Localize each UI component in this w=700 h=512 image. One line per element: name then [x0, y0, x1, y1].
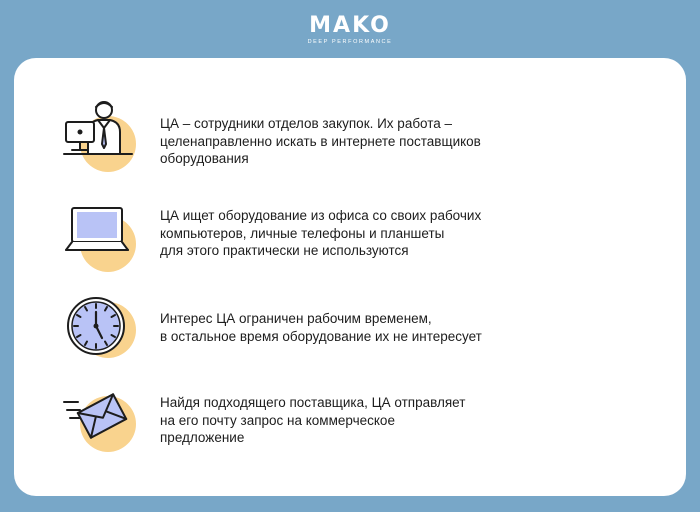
list-item [62, 380, 662, 460]
item-text: ЦА – сотрудники отделов закупок. Их работа – целенаправленно искать в интернете поставщиков оборудования [160, 116, 481, 166]
list-item [62, 292, 662, 372]
email-envelope-icon [62, 380, 142, 460]
list-item [62, 98, 662, 178]
item-text: Интерес ЦА ограничен рабочим временем, в остальное время оборудование их не интересует [160, 311, 482, 344]
list-item [62, 198, 662, 278]
content-card [14, 58, 686, 496]
item-text: ЦА ищет оборудование из офиса со своих рабочих компьютеров, личные телефоны и планшеты для этого практически не используются [160, 208, 482, 258]
brand-name: MAKO [309, 13, 391, 38]
brand-tagline: DEEP PERFORMANCE [307, 39, 393, 45]
office-worker-icon [62, 98, 142, 178]
brand-logo [0, 14, 700, 46]
laptop-icon [62, 198, 142, 278]
item-text: Найдя подходящего поставщика, ЦА отправляет на его почту запрос на коммерческое предложение [160, 395, 466, 445]
clock-icon [62, 292, 142, 372]
